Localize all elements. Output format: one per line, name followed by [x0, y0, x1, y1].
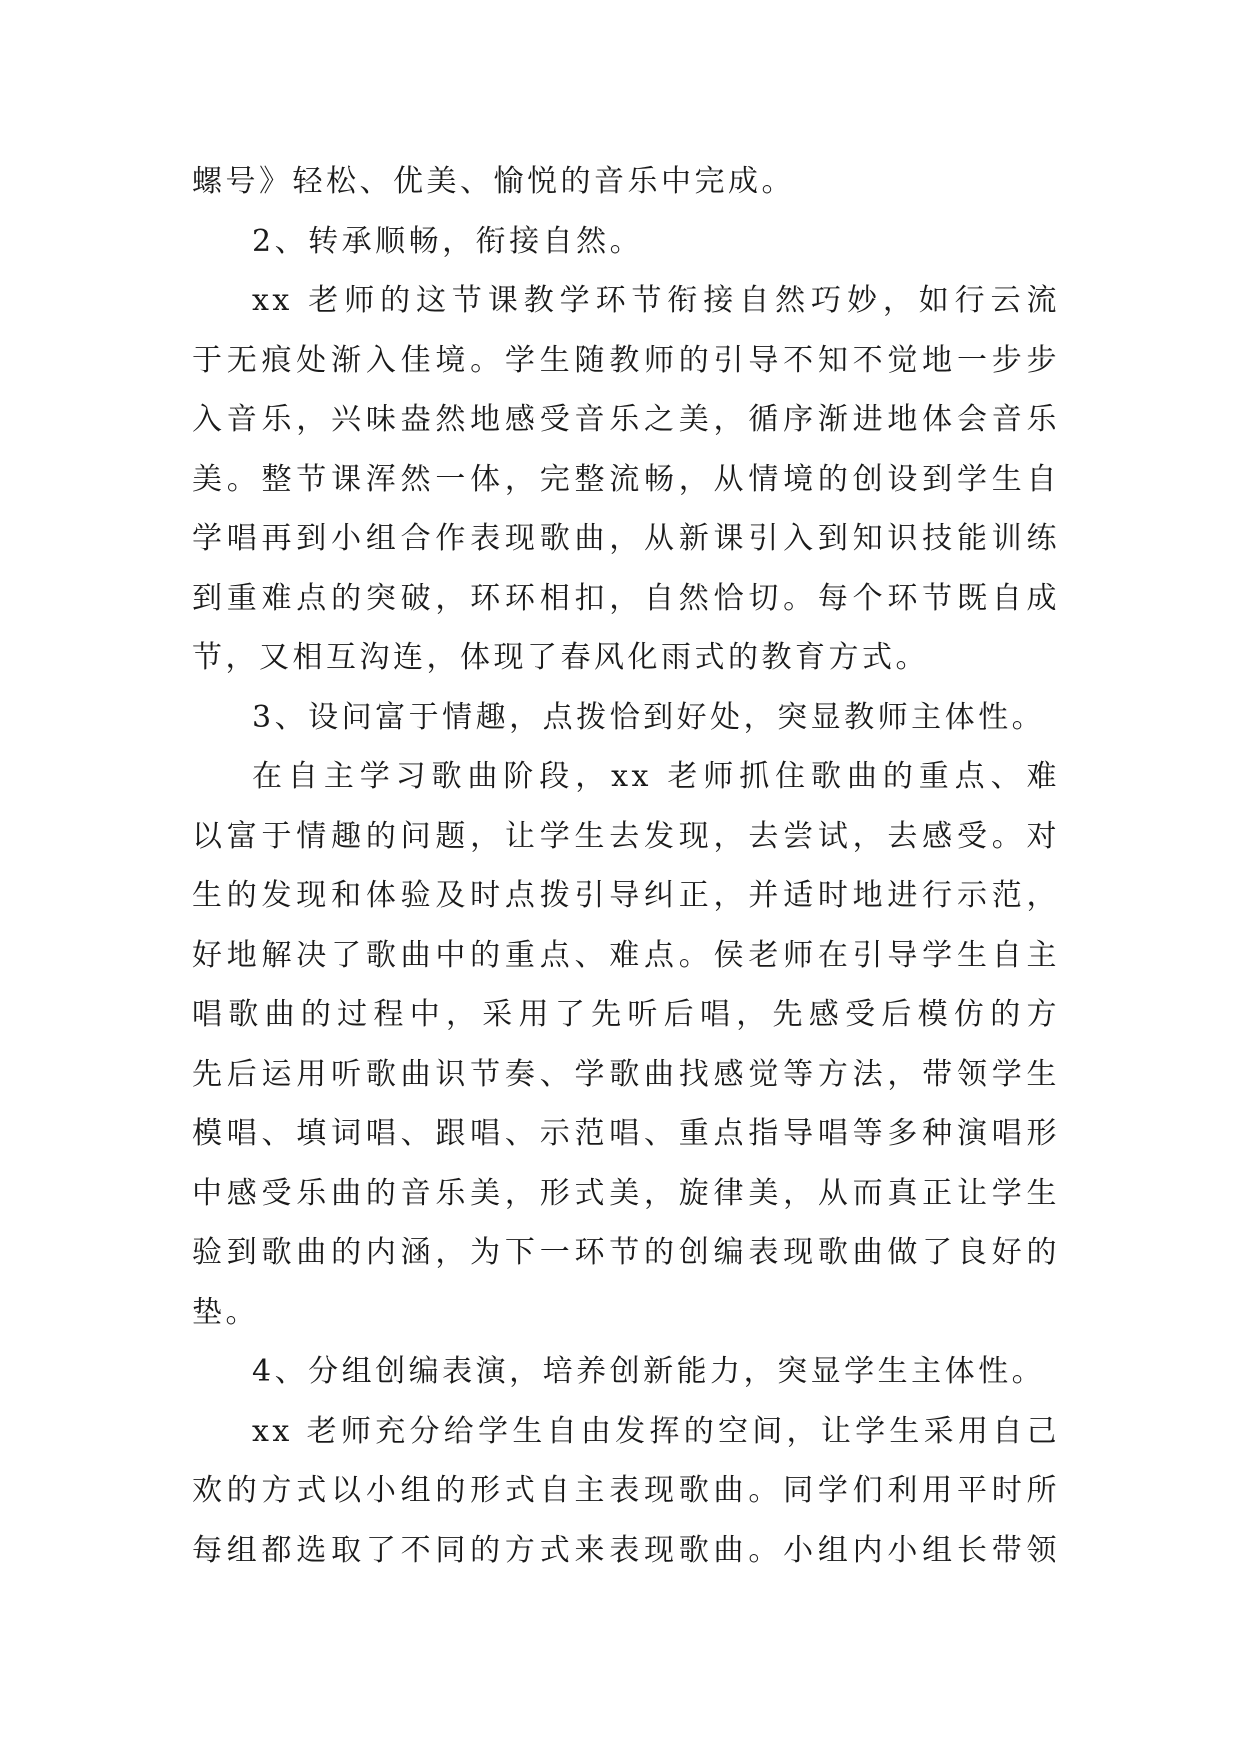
- text-line-12: 以富于情趣的问题，让学生去发现，去尝试，去感受。对: [192, 818, 1060, 854]
- text-line-3: xx 老师的这节课教学环节衔接自然巧妙，如行云流: [252, 283, 1060, 318]
- text-line-17: 模唱、填词唱、跟唱、示范唱、重点指导唱等多种演唱形: [192, 1116, 1060, 1151]
- text-line-13: 生的发现和体验及时点拨引导纠正，并适时地进行示范，: [192, 878, 1060, 913]
- text-line-2: 2、转承顺畅，衔接自然。: [252, 223, 644, 259]
- text-line-20: 垫。: [192, 1294, 259, 1330]
- text-line-24: 每组都选取了不同的方式来表现歌曲。小组内小组长带领: [192, 1532, 1060, 1568]
- text-line-11: 在自主学习歌曲阶段，xx 老师抓住歌曲的重点、难: [252, 759, 1060, 794]
- text-line-6: 美。整节课浑然一体，完整流畅，从情境的创设到学生自: [192, 461, 1060, 497]
- text-line-14: 好地解决了歌曲中的重点、难点。侯老师在引导学生自主: [192, 937, 1060, 973]
- text-line-19: 验到歌曲的内涵，为下一环节的创编表现歌曲做了良好的: [192, 1235, 1060, 1270]
- text-line-21: 4、分组创编表演，培养创新能力，突显学生主体性。: [252, 1354, 1046, 1389]
- text-line-10: 3、设问富于情趣，点拨恰到好处，突显教师主体性。: [252, 699, 1046, 735]
- text-line-7: 学唱再到小组合作表现歌曲，从新课引入到知识技能训练: [192, 521, 1060, 556]
- text-line-15: 唱歌曲的过程中，采用了先听后唱，先感受后模仿的方: [192, 997, 1060, 1032]
- text-line-1: 螺号》轻松、优美、愉悦的音乐中完成。: [192, 164, 795, 199]
- text-line-4: 于无痕处渐入佳境。学生随教师的引导不知不觉地一步步: [192, 342, 1060, 378]
- text-line-16: 先后运用听歌曲识节奏、学歌曲找感觉等方法，带领学生: [192, 1056, 1060, 1092]
- text-line-22: xx 老师充分给学生自由发挥的空间，让学生采用自己: [252, 1413, 1060, 1449]
- text-line-9: 节，又相互沟连，体现了春风化雨式的教育方式。: [192, 640, 929, 675]
- text-line-23: 欢的方式以小组的形式自主表现歌曲。同学们利用平时所: [192, 1473, 1060, 1508]
- text-line-18: 中感受乐曲的音乐美，形式美，旋律美，从而真正让学生: [192, 1175, 1060, 1211]
- document-page: [192, 152, 1060, 1580]
- text-line-8: 到重难点的突破，环环相扣，自然恰切。每个环节既自成: [192, 580, 1060, 616]
- text-line-5: 入音乐，兴味盎然地感受音乐之美，循序渐进地体会音乐: [192, 402, 1060, 437]
